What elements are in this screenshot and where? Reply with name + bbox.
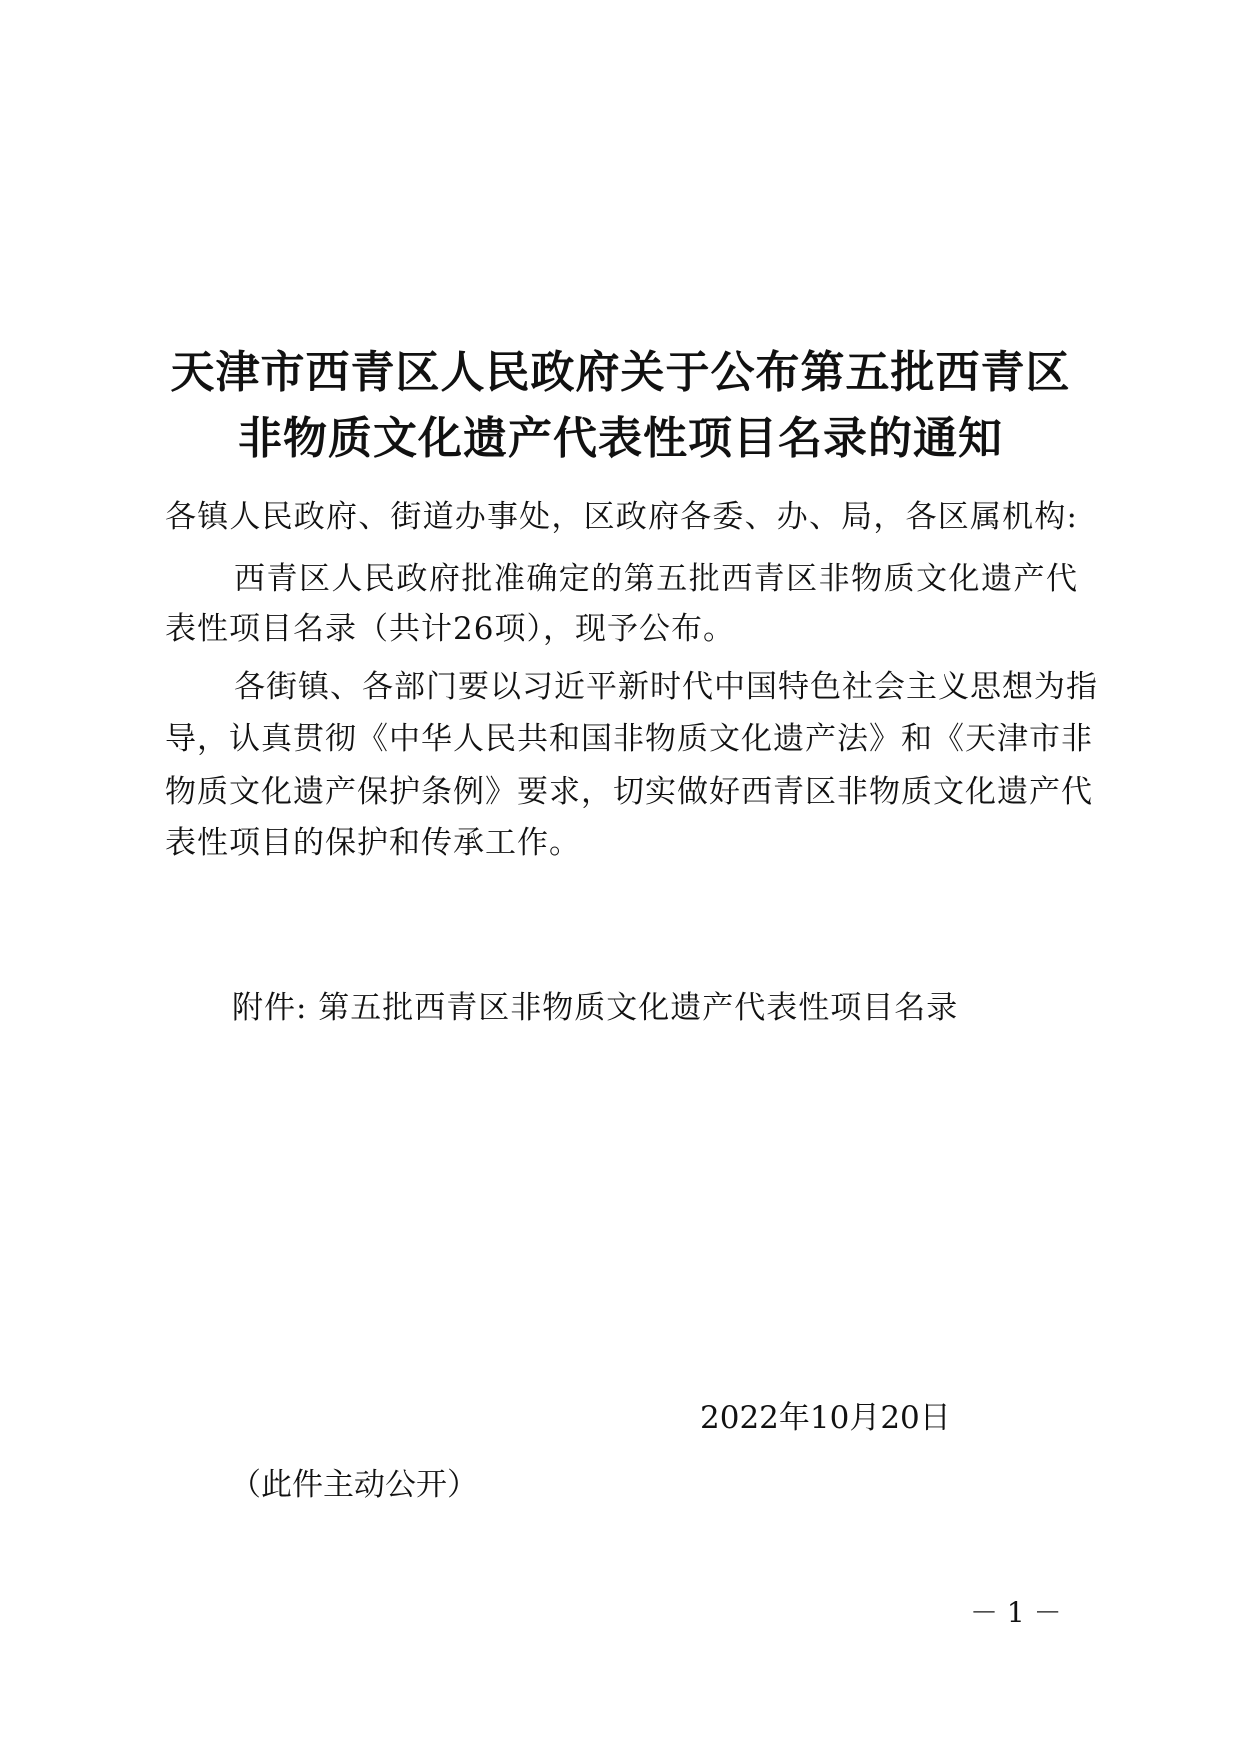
attachment-line: 附件: 第五批西青区非物质文化遗产代表性项目名录	[232, 990, 959, 1026]
paragraph-2-line-3: 物质文化遗产保护条例》要求，切实做好西青区非物质文化遗产代	[165, 774, 1093, 810]
paragraph-2-line-4: 表性项目的保护和传承工作。	[165, 825, 581, 861]
document-title-line-2: 非物质文化遗产代表性项目名录的通知	[238, 413, 1003, 464]
paragraph-1-line-1: 西青区人民政府批准确定的第五批西青区非物质文化遗产代	[234, 561, 1078, 597]
document-title-line-1: 天津市西青区人民政府关于公布第五批西青区	[170, 347, 1071, 398]
page-number: － 1 －	[970, 1596, 1062, 1629]
issue-date: 2022年10月20日	[700, 1400, 951, 1436]
paragraph-2-line-1: 各街镇、各部门要以习近平新时代中国特色社会主义思想为指	[234, 669, 1098, 705]
paragraph-1-line-2: 表性项目名录（共计26项），现予公布。	[165, 611, 735, 647]
paragraph-2-line-2: 导，认真贯彻《中华人民共和国非物质文化遗产法》和《天津市非	[165, 721, 1093, 757]
public-disclosure-note: （此件主动公开）	[230, 1467, 478, 1503]
recipients-line: 各镇人民政府、街道办事处，区政府各委、办、局，各区属机构:	[165, 499, 1078, 535]
